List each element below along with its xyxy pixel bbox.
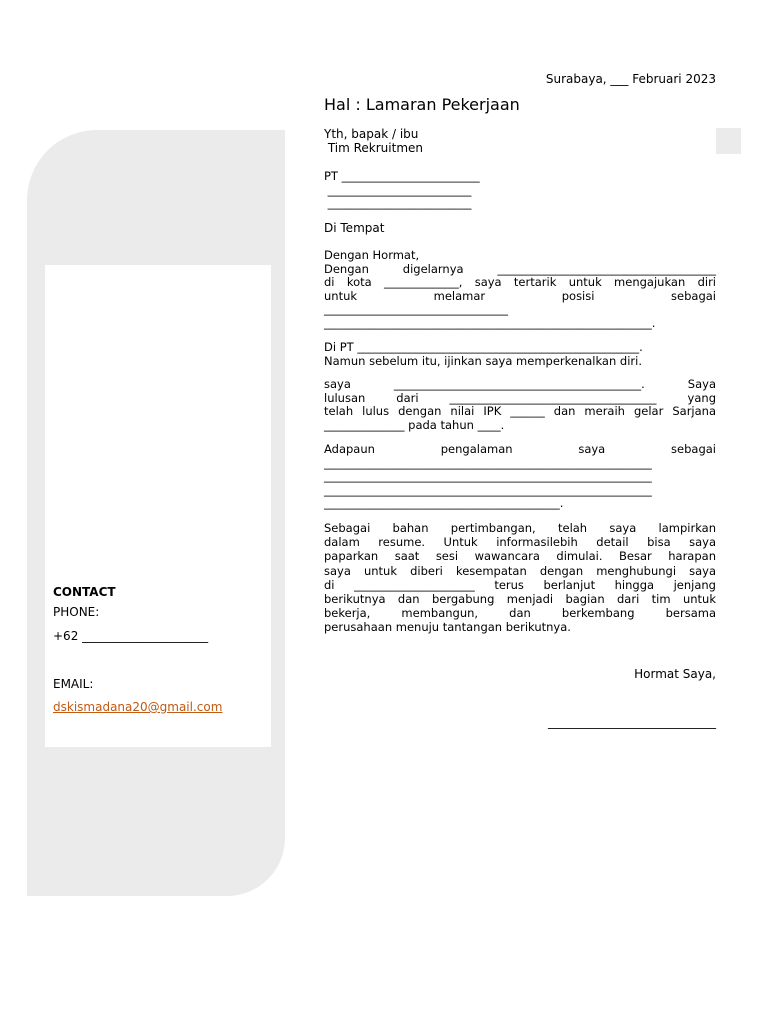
text-line: di kota _____________, saya tertarik untuk mengajukan diri — [324, 275, 716, 290]
text-line: dalam resume. Untuk informasilebih detail bisa saya — [324, 535, 716, 550]
phone-label: PHONE: — [53, 605, 100, 619]
text-line: _________________________________________________________ — [324, 482, 652, 497]
text-line: saya untuk diberi kesempatan dengan menghubungi saya — [324, 563, 716, 578]
text-line: Di PT _________________________________________________. — [324, 340, 643, 354]
decorative-square — [716, 128, 741, 154]
text-line: _________________________________________________________ — [324, 455, 652, 470]
company-line: _________________________ — [324, 182, 472, 197]
text-line: ______________ pada tahun ____. — [324, 417, 505, 432]
email-link[interactable]: dskismadana20@gmail.com — [53, 700, 223, 714]
text-line: Adapaun pengalaman saya sebagai — [324, 442, 716, 456]
text-line: _________________________________________. — [324, 496, 564, 511]
letter-date: Surabaya, ___ Februari 2023 — [545, 72, 716, 86]
text-line: Namun sebelum itu, ijinkan saya memperkenalkan diri. — [324, 353, 643, 368]
email-label: EMAIL: — [53, 677, 94, 691]
contact-title: CONTACT — [53, 585, 116, 599]
company-block — [324, 170, 716, 211]
recipient-block — [324, 127, 716, 155]
paragraph-5 — [324, 521, 716, 635]
text-line: _________________________________________________________. — [324, 315, 656, 330]
phone-value: +62 _____________________ — [53, 629, 209, 643]
company-line: PT ________________________ — [324, 169, 480, 183]
text-line: untuk melamar posisi sebagai — [324, 288, 716, 303]
place-line: Di Tempat — [324, 221, 385, 235]
text-line: telah lulus dengan nilai IPK ______ dan meraih gelar Sarjana — [324, 404, 716, 419]
paragraph-2 — [324, 341, 716, 368]
letter-subject: Hal : Lamaran Pekerjaan — [324, 95, 520, 114]
text-line: saya ___________________________________________. Saya — [324, 377, 716, 391]
text-line: paparkan saat sesi wawancara dimulai. Besar harapan — [324, 549, 716, 564]
paragraph-1 — [324, 249, 716, 331]
text-line: Dengan Hormat, — [324, 248, 420, 262]
paragraph-4 — [324, 443, 716, 511]
signature-line: ____________________________ — [548, 715, 716, 729]
text-line: ________________________________ — [324, 302, 508, 317]
text-line: berikutnya dan bergabung menjadi bagian dari tim untuk — [324, 592, 716, 607]
text-line: Dengan digelarnya ______________________________________ — [324, 261, 716, 276]
text-line: lulusan dari ____________________________________ yang — [324, 390, 716, 405]
text-line: bekerja, membangun, dan berkembang bersama — [324, 606, 716, 621]
recipient-line: Tim Rekruitmen — [324, 141, 423, 155]
closing-text: Hormat Saya, — [634, 667, 716, 681]
paragraph-3 — [324, 378, 716, 432]
text-line: _________________________________________________________ — [324, 469, 652, 484]
contact-card — [45, 265, 271, 747]
recipient-line: Yth, bapak / ibu — [324, 127, 419, 141]
text-line: di _____________________ terus berlanjut hingga jenjang — [324, 577, 716, 592]
text-line: Sebagai bahan pertimbangan, telah saya lampirkan — [324, 521, 716, 535]
company-line: _________________________ — [324, 196, 472, 210]
text-line: perusahaan menuju tantangan berikutnya. — [324, 620, 571, 635]
